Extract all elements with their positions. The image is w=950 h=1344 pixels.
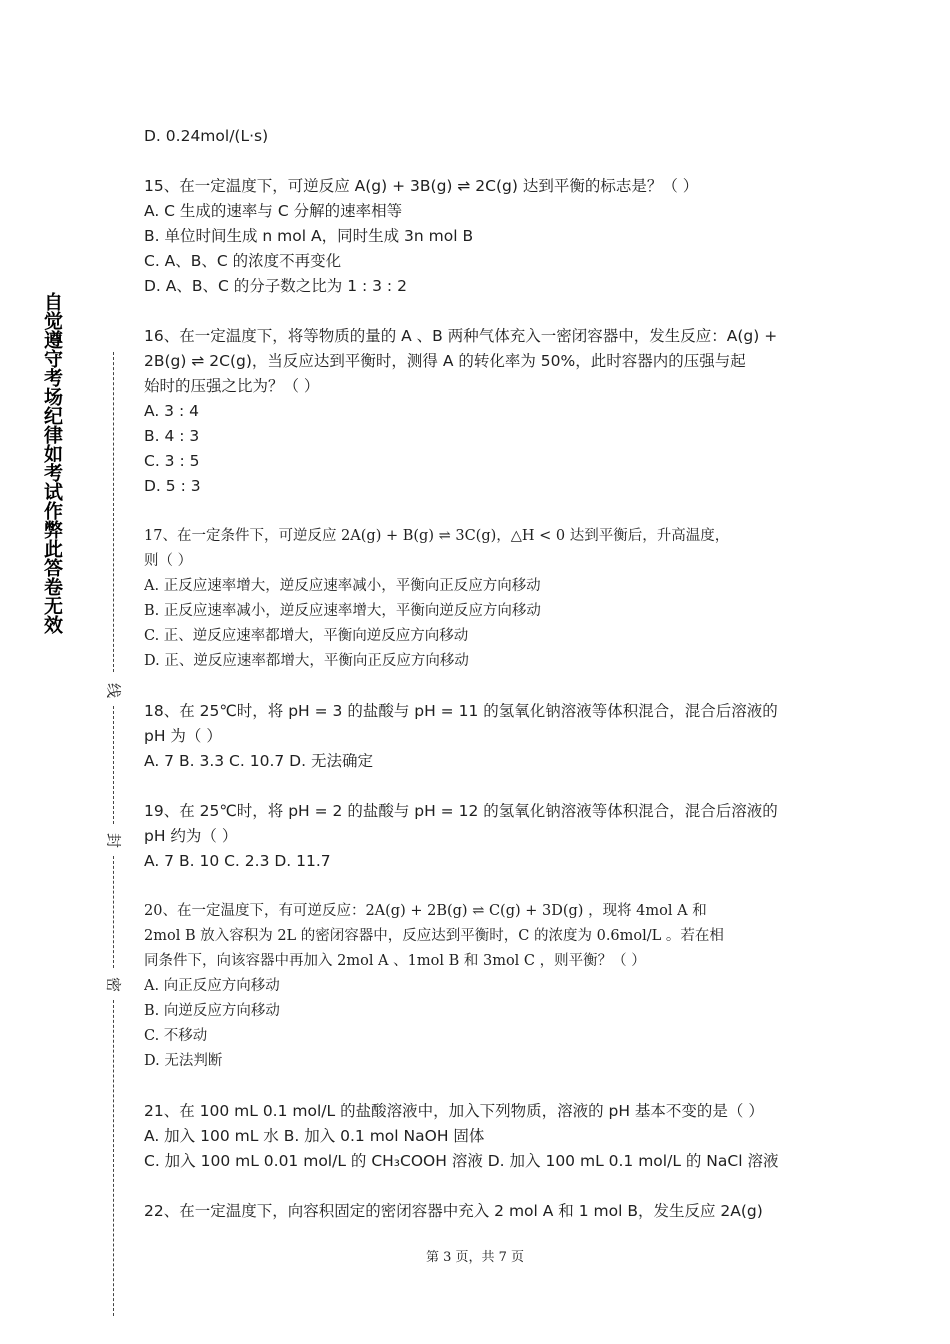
option-line: C. 3 : 5 [144, 452, 200, 470]
question-20 [144, 899, 816, 1074]
question-21 [144, 1099, 816, 1174]
question-18 [144, 699, 816, 774]
exam-discipline-notice: 自觉遵守考场纪律如考试作弊此答卷无效 [41, 292, 63, 634]
option-line: D. 正、逆反应速率都增大，平衡向正反应方向移动 [144, 653, 469, 669]
question-22 [144, 1199, 816, 1224]
question-stem: pH 为（ ） [144, 727, 222, 745]
option-line: A. 7 B. 10 C. 2.3 D. 11.7 [144, 852, 331, 870]
option-line: B. 单位时间生成 n mol A，同时生成 3n mol B [144, 227, 474, 245]
binding-mark-secret: 密 [104, 976, 123, 992]
question-14-tail [144, 124, 816, 149]
option-line: D. A、B、C 的分子数之比为 1 : 3 : 2 [144, 277, 407, 295]
question-stem: pH 约为（ ） [144, 827, 238, 845]
option-line: B. 4 : 3 [144, 427, 200, 445]
option-line: C. 加入 100 mL 0.01 mol/L 的 CH₃COOH 溶液 D. 加入 100 mL 0.1 mol/L 的 NaCl 溶液 [144, 1152, 779, 1170]
option-line: D. 无法判断 [144, 1053, 223, 1069]
question-stem: 2B(g) ⇌ 2C(g)，当反应达到平衡时，测得 A 的转化率为 50%，此时容器内的压强与起 [144, 352, 746, 370]
binding-dash-line-4 [113, 1000, 114, 1316]
question-stem: 20、在一定温度下，有可逆反应：2A(g) + 2B(g) ⇌ C(g) + 3D(g) ，现将 4mol A 和 [144, 903, 707, 919]
option-line: A. 加入 100 mL 水 B. 加入 0.1 mol NaOH 固体 [144, 1127, 485, 1145]
option-line: A. C 生成的速率与 C 分解的速率相等 [144, 202, 403, 220]
question-stem: 16、在一定温度下，将等物质的量的 A 、B 两种气体充入一密闭容器中，发生反应：A(g) + [144, 327, 778, 345]
question-16 [144, 324, 816, 499]
binding-dash-line-3 [113, 856, 114, 968]
option-line: C. 正、逆反应速率都增大，平衡向逆反应方向移动 [144, 628, 469, 644]
question-stem: 同条件下，向该容器中再加入 2mol A 、1mol B 和 3mol C ，则平衡？（ ） [144, 953, 646, 969]
question-stem: 始时的压强之比为？（ ） [144, 377, 320, 395]
option-line: A. 向正反应方向移动 [144, 978, 280, 994]
option-line: D. 5 : 3 [144, 477, 201, 495]
option-line: B. 正反应速率减小，逆反应速率增大，平衡向逆反应方向移动 [144, 603, 541, 619]
option-line: A. 3 : 4 [144, 402, 199, 420]
option-line: D. 0.24mol/(L·s) [144, 127, 269, 145]
question-stem: 则（ ） [144, 553, 193, 569]
question-stem: 18、在 25℃时，将 pH = 3 的盐酸与 pH = 11 的氢氧化钠溶液等体积混合，混合后溶液的 [144, 702, 778, 720]
option-line: C. 不移动 [144, 1028, 208, 1044]
question-19 [144, 799, 816, 874]
option-line: A. 正反应速率增大，逆反应速率减小，平衡向正反应方向移动 [144, 578, 541, 594]
question-stem: 2mol B 放入容积为 2L 的密闭容器中，反应达到平衡时，C 的浓度为 0.6mol/L 。若在相 [144, 928, 724, 944]
option-line: A. 7 B. 3.3 C. 10.7 D. 无法确定 [144, 752, 373, 770]
binding-mark-seal: 封 [104, 832, 123, 848]
binding-dash-line-1 [113, 352, 114, 672]
page-number: 第 3 页，共 7 页 [425, 1250, 525, 1265]
question-17 [144, 524, 816, 674]
question-stem: 22、在一定温度下，向容积固定的密闭容器中充入 2 mol A 和 1 mol B，发生反应 2A(g) [144, 1202, 763, 1220]
question-stem: 21、在 100 mL 0.1 mol/L 的盐酸溶液中，加入下列物质，溶液的 pH 基本不变的是（ ） [144, 1102, 764, 1120]
option-line: C. A、B、C 的浓度不再变化 [144, 252, 342, 270]
question-stem: 15、在一定温度下，可逆反应 A(g) + 3B(g) ⇌ 2C(g) 达到平衡的标志是？（ ） [144, 177, 699, 195]
binding-dash-line-2 [113, 706, 114, 824]
question-15 [144, 174, 816, 299]
binding-mark-line: 线 [104, 682, 123, 698]
exam-content [144, 124, 816, 1249]
option-line: B. 向逆反应方向移动 [144, 1003, 280, 1019]
question-stem: 19、在 25℃时，将 pH = 2 的盐酸与 pH = 12 的氢氧化钠溶液等体积混合，混合后溶液的 [144, 802, 778, 820]
question-stem: 17、在一定条件下，可逆反应 2A(g) + B(g) ⇌ 3C(g)，△H < 0 达到平衡后，升高温度， [144, 528, 730, 544]
